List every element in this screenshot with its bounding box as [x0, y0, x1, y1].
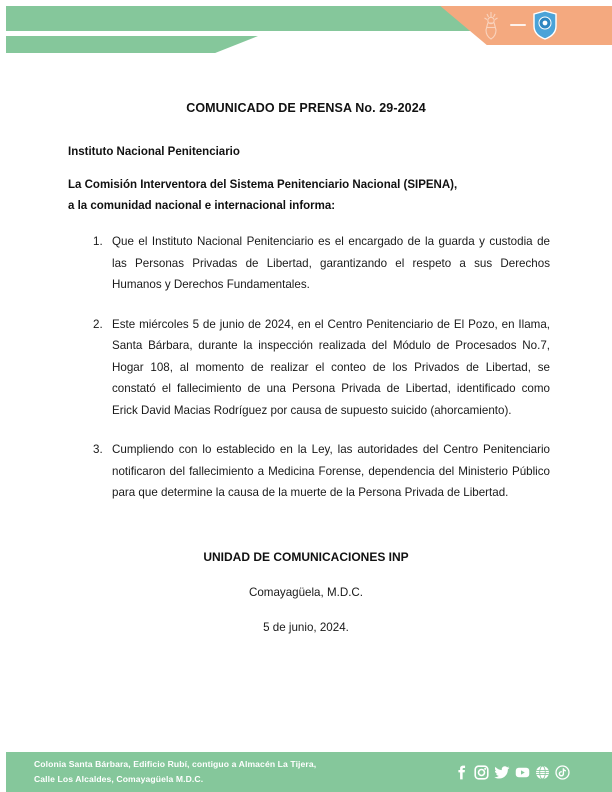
logo-divider — [510, 24, 526, 26]
tiktok-icon[interactable] — [555, 765, 570, 780]
list-item — [0, 314, 612, 422]
page-header — [0, 0, 612, 56]
signature-city: Comayagüela, M.D.C. — [248, 585, 364, 599]
list-item-number: 3. — [93, 443, 103, 456]
coat-of-arms-torch-logo-icon — [478, 9, 504, 41]
intro-line-1: La Comisión Interventora del Sistema Penitenciario Nacional (SIPENA), — [68, 179, 458, 191]
signature-block — [0, 550, 612, 634]
social-media-links — [454, 765, 570, 780]
list-item-text: Cumpliendo con lo establecido en la Ley, las autoridades del Centro Penitenciario notificaron del fallecimiento a Medicina Forense, dependencia del Ministerio Público para que determine la causa de la muerte de la Persona Privada de Libertad. — [112, 443, 550, 499]
intro-statement — [68, 175, 546, 217]
page-title: COMUNICADO DE PRENSA No. 29-2024 — [186, 101, 426, 115]
list-item-number: 2. — [93, 317, 103, 331]
footer-address-line-1: Colonia Santa Bárbara, Edificio Rubí, contiguo a Almacén La Tijera, — [34, 759, 317, 769]
signature-date: 5 de junio, 2024. — [263, 620, 349, 634]
twitter-icon[interactable] — [494, 765, 510, 780]
list-item-text: Este miércoles 5 de junio de 2024, en el Centro Penitenciario de El Pozo, en Ilama, Santa Bárbara, durante la inspección realizada del Módulo de Procesados No.7, Hogar 108, al momento de realizar el conteo de los Privados de Libertad, se constató el fallecimiento de una Persona Privada de Libertad, identificado como Erick David Macias Rodríguez por causa de supuesto suicido (ahorcamiento). — [112, 317, 550, 417]
header-logo-group — [478, 8, 558, 42]
footer-address-line-2: Calle Los Alcaldes, Comayagüela M.D.C. — [34, 774, 204, 784]
list-item-number: 1. — [93, 235, 103, 248]
document-body — [0, 56, 612, 748]
instagram-icon[interactable] — [474, 765, 489, 780]
page-footer — [6, 752, 612, 792]
intro-line-2: a la comunidad nacional e internacional informa: — [68, 200, 336, 212]
signature-unit: UNIDAD DE COMUNICACIONES INP — [203, 549, 409, 564]
list-item — [0, 439, 612, 504]
list-item — [0, 231, 612, 296]
youtube-icon[interactable] — [515, 765, 530, 780]
list-item-text: Que el Instituto Nacional Penitenciario es el encargado de la guarda y custodia de las Personas Privadas de Libertad, garantizando el respeto a sus Derechos Humanos y Derechos Fundamentales. — [112, 235, 550, 291]
organization-name: Instituto Nacional Penitenciario — [68, 146, 240, 158]
numbered-statement-list — [0, 231, 612, 504]
globe-web-icon[interactable] — [535, 765, 550, 780]
shield-emblem-logo-icon — [532, 10, 558, 40]
header-green-band-secondary — [6, 36, 258, 53]
footer-address — [34, 757, 316, 787]
facebook-icon[interactable] — [454, 765, 469, 780]
